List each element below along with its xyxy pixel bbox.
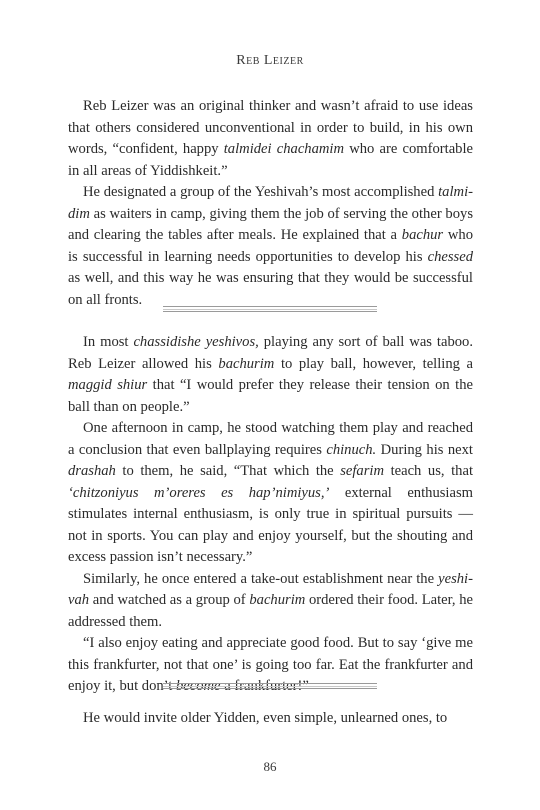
running-header: Reb Leizer [236, 53, 304, 68]
section-2 [68, 332, 473, 698]
paragraph [68, 182, 473, 311]
italic-term: become [175, 678, 221, 694]
paragraph [68, 332, 473, 418]
paragraph [68, 569, 473, 634]
section-1 [68, 96, 473, 311]
italic-term: talmidim [68, 184, 473, 222]
italic-term: talmidei chachamim [223, 141, 345, 157]
text-run: He designated a group of the Yeshivah’s most accomplished [83, 184, 439, 200]
paragraph [68, 96, 473, 182]
text-run: In most [83, 334, 134, 350]
text-run: playing any sort of ball was taboo. Reb Leizer allowed his [68, 334, 474, 372]
text-run: external enthusiasm stimulates internal enthusiasm, is only true in spiritual pursuits — not in sports. You can play and enjoy yourself, but the shouting and excess passion isn’t necessary.” [68, 484, 473, 565]
italic-term: ‘chitzoniyus m’oreres es hap’nimiyus,’ [68, 484, 330, 501]
text-run: who are comfortable in all areas of Yiddishkeit.” [68, 141, 473, 179]
italic-term: sefarim [340, 463, 384, 479]
italic-term: bachurim [249, 592, 306, 608]
section-divider [163, 306, 377, 312]
italic-term: yeshivah [68, 570, 473, 608]
page-number: 86 [263, 759, 277, 774]
text-run: and watched as a group of [89, 592, 250, 608]
italic-term: maggid shiur [68, 377, 148, 393]
text-run: to them, he said, “That which the [115, 463, 341, 479]
italic-term: chassidishe yeshivos, [133, 334, 259, 350]
text-run: as waiters in camp, giving them the job of serving the other boys and clearing the tables after meals. He explained that a [68, 205, 473, 243]
italic-term: bachurim [218, 355, 275, 372]
text-run: that “I would prefer they release their tension on the ball than on people.” [68, 377, 473, 415]
text-run: as well, and this way he was ensuring that they would be successful on all fronts. [68, 270, 473, 308]
paragraph [68, 418, 473, 569]
italic-term: chessed [427, 248, 473, 265]
text-run: One afternoon in camp, he stood watching them play and reached a conclusion that even ballplaying requires [68, 420, 473, 458]
section-divider [163, 683, 377, 689]
italic-term: chinuch. [326, 441, 377, 458]
italic-term: bachur [401, 227, 444, 243]
section-3 [68, 708, 473, 730]
text-run: ordered their food. Later, he addressed them. [68, 592, 473, 630]
italic-term: drashah [68, 463, 116, 479]
text-run: He would invite older Yidden, even simple, unlearned ones, to [83, 710, 448, 726]
text-run: a frankfurter!” [220, 678, 309, 694]
text-run: to play ball, however, telling a [274, 355, 474, 372]
text-run: teach us, that [384, 463, 473, 479]
text-run: who is successful in learning needs opportunities to develop his [68, 227, 473, 265]
text-run: Similarly, he once entered a take-out establishment near the [83, 570, 439, 587]
text-run: “I also enjoy eating and appreciate good food. But to say ‘give me this frankfurter, not that one’ is going too far. Eat the frankfurter and enjoy it, but don’t [68, 635, 473, 694]
text-run: During his next [376, 441, 473, 458]
paragraph [68, 708, 473, 730]
text-run: Reb Leizer was an original thinker and wasn’t afraid to use ideas that others considered unconventional in order to build, in his own words, “confident, happy [68, 98, 473, 157]
